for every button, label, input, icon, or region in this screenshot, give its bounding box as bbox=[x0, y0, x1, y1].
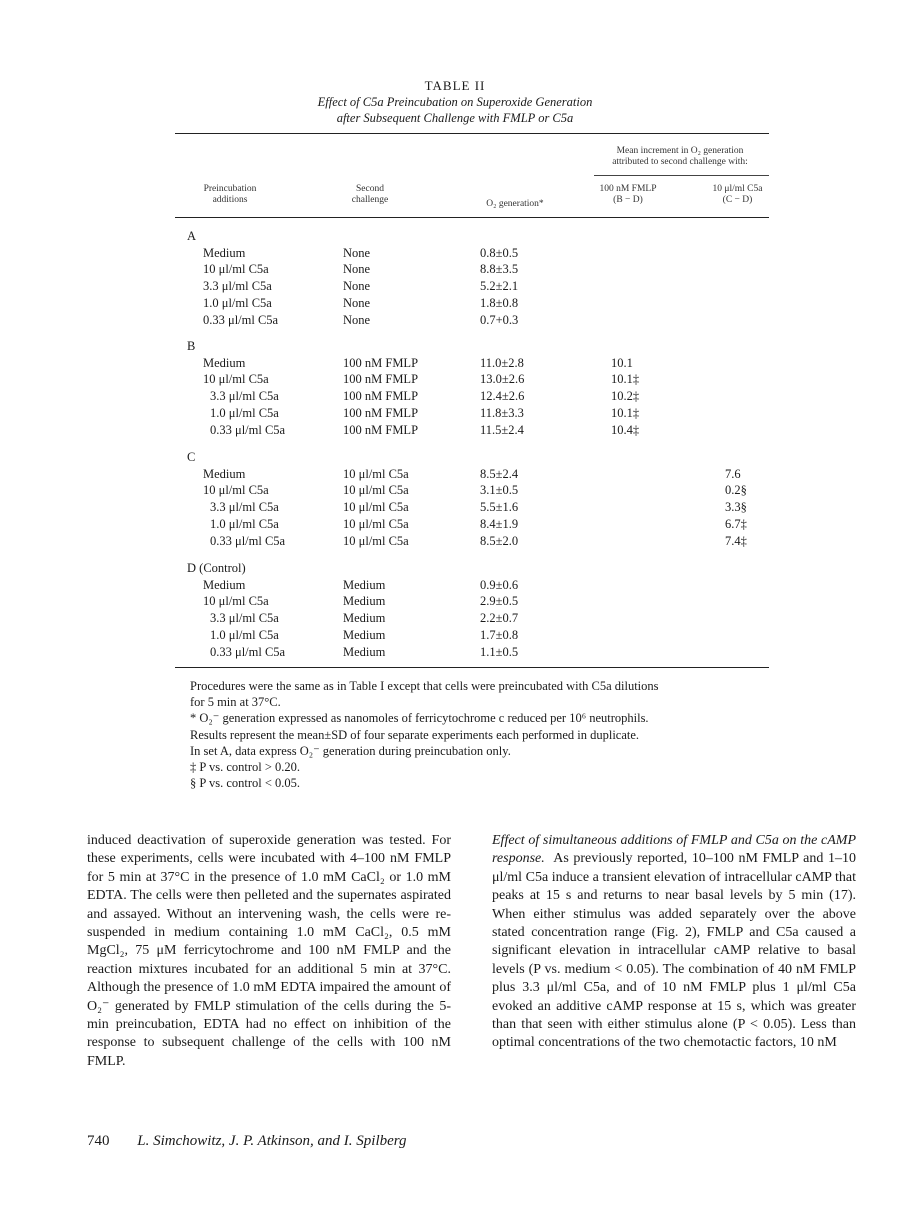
footnote-1: Procedures were the same as in Table I except that cells were preincubated with C5a dilutions bbox=[190, 679, 659, 693]
cell-second-challenge: Medium bbox=[343, 611, 386, 626]
cell-o2-generation: 5.2±2.1 bbox=[480, 279, 519, 294]
table-row bbox=[175, 594, 769, 611]
header-fmlp-l1: 100 nM FMLP bbox=[599, 184, 657, 194]
cell-fmlp-increment: 10.1 bbox=[611, 355, 633, 370]
table-row bbox=[175, 279, 769, 296]
cell-second-challenge: 100 nM FMLP bbox=[343, 422, 419, 437]
table-footnotes bbox=[190, 678, 772, 791]
header-fmlp-l2: (B − D) bbox=[613, 195, 643, 205]
cell-preincubation: 0.33 μl/ml C5a bbox=[203, 312, 279, 327]
header-preincubation bbox=[180, 184, 280, 206]
cell-o2-generation: 0.8±0.5 bbox=[480, 245, 519, 260]
table-row bbox=[175, 423, 769, 440]
cell-second-challenge: 10 μl/ml C5a bbox=[343, 516, 409, 531]
header-second-l1: Second bbox=[356, 184, 384, 194]
cell-second-challenge: None bbox=[343, 279, 371, 294]
set-label: D (Control) bbox=[187, 561, 246, 575]
cell-o2-generation: 3.1±0.5 bbox=[480, 483, 519, 498]
cell-preincubation: 1.0 μl/ml C5a bbox=[210, 516, 279, 531]
header-c5a bbox=[700, 184, 775, 206]
header-c5a-l2: (C − D) bbox=[722, 195, 753, 205]
table-caption bbox=[175, 94, 735, 126]
cell-second-challenge: 100 nM FMLP bbox=[343, 405, 419, 420]
cell-o2-generation: 8.8±3.5 bbox=[480, 262, 519, 277]
cell-second-challenge: 100 nM FMLP bbox=[343, 372, 419, 387]
cell-o2-generation: 12.4±2.6 bbox=[480, 389, 525, 404]
page-number: 740 bbox=[87, 1133, 110, 1149]
table-row bbox=[175, 645, 769, 662]
cell-preincubation: 3.3 μl/ml C5a bbox=[210, 500, 279, 515]
header-o2-generation bbox=[470, 199, 560, 210]
right-paragraph-block bbox=[492, 832, 856, 1053]
header-mean-l1: Mean increment in O₂ generation bbox=[616, 146, 744, 156]
cell-preincubation: 0.33 μl/ml C5a bbox=[210, 422, 286, 437]
table-row bbox=[175, 406, 769, 423]
cell-second-challenge: 100 nM FMLP bbox=[343, 389, 419, 404]
cell-preincubation: 10 μl/ml C5a bbox=[203, 594, 269, 609]
cell-o2-generation: 8.5±2.4 bbox=[480, 466, 519, 481]
cell-preincubation: 3.3 μl/ml C5a bbox=[210, 389, 279, 404]
cell-preincubation: 0.33 μl/ml C5a bbox=[210, 644, 286, 659]
cell-o2-generation: 2.9±0.5 bbox=[480, 594, 519, 609]
table-row bbox=[175, 389, 769, 406]
table-row bbox=[175, 534, 769, 551]
caption-line-2: after Subsequent Challenge with FMLP or C5a bbox=[336, 111, 574, 125]
cell-second-challenge: None bbox=[343, 295, 371, 310]
header-preincubation-l1: Preincubation bbox=[203, 184, 257, 194]
cell-second-challenge: Medium bbox=[343, 627, 386, 642]
cell-o2-generation: 0.7+0.3 bbox=[480, 312, 519, 327]
cell-c5a-increment: 0.2§ bbox=[725, 483, 747, 498]
cell-second-challenge: Medium bbox=[343, 594, 386, 609]
table-row bbox=[175, 296, 769, 313]
footnote-7: § P vs. control < 0.05. bbox=[190, 776, 301, 791]
table-row bbox=[175, 467, 769, 484]
cell-o2-generation: 13.0±2.6 bbox=[480, 372, 525, 387]
footnote-2: for 5 min at 37°C. bbox=[190, 695, 281, 710]
cell-preincubation: 1.0 μl/ml C5a bbox=[203, 295, 272, 310]
set-label: B bbox=[187, 339, 196, 353]
cell-fmlp-increment: 10.1‡ bbox=[611, 372, 640, 387]
cell-preincubation: 1.0 μl/ml C5a bbox=[210, 627, 279, 642]
header-mean-l2: attributed to second challenge with: bbox=[612, 157, 748, 167]
footnote-4: Results represent the mean±SD of four separate experiments each performed in duplicate. bbox=[190, 727, 640, 742]
cell-o2-generation: 1.8±0.8 bbox=[480, 295, 519, 310]
table-row bbox=[175, 483, 769, 500]
cell-second-challenge: 100 nM FMLP bbox=[343, 355, 419, 370]
table-row bbox=[175, 356, 769, 373]
set-label: A bbox=[187, 229, 197, 243]
cell-fmlp-increment: 10.1‡ bbox=[611, 405, 640, 420]
cell-preincubation: Medium bbox=[203, 466, 246, 481]
footnote-3: * O₂⁻ generation expressed as nanomoles of ferricytochrome c reduced per 10⁶ neutrophils. bbox=[190, 711, 649, 726]
cell-o2-generation: 11.5±2.4 bbox=[480, 422, 524, 437]
cell-preincubation: Medium bbox=[203, 355, 246, 370]
cell-fmlp-increment: 10.2‡ bbox=[611, 389, 640, 404]
table-row bbox=[175, 578, 769, 595]
table-row bbox=[175, 372, 769, 389]
header-second-challenge bbox=[330, 184, 410, 206]
header-preincubation-l2: additions bbox=[212, 195, 248, 205]
table-top-rule bbox=[175, 133, 769, 134]
cell-second-challenge: Medium bbox=[343, 644, 386, 659]
set-label-row bbox=[175, 229, 769, 246]
header-mean-increment bbox=[590, 146, 770, 168]
cell-fmlp-increment: 10.4‡ bbox=[611, 422, 640, 437]
footnote-5: In set A, data express O₂⁻ generation during preincubation only. bbox=[190, 743, 511, 758]
set-label-row bbox=[175, 450, 769, 467]
right-paragraph: As previously reported, 10–100 nM FMLP and 1–10 μl/ml C5a induce a transient elevation of intracellular cAMP that peaks at 15 s and returns to near basal levels by 5 min (17). When either stimulus was added separately over the above stated concentration range (Fig. 2), FMLP and C5a caused a significant elevation in intracellular cAMP relative to basal levels (P vs. medium < 0.05). The combination of 40 nM FMLP plus 3.3 μl/ml C5a, and of 10 nM FMLP plus 1 μl/ml C5a evoked an additive cAMP response at 15 s, which was greater than that seen with either stimulus alone (P < 0.05). Less than optimal concentrations of the two chemotactic factors, 10 nM bbox=[492, 851, 856, 1051]
cell-preincubation: 1.0 μl/ml C5a bbox=[210, 405, 279, 420]
header-fmlp bbox=[588, 184, 668, 206]
page-footer bbox=[87, 1133, 407, 1150]
header-subrule bbox=[594, 175, 769, 176]
table-bottom-rule bbox=[175, 667, 769, 668]
cell-c5a-increment: 6.7‡ bbox=[725, 516, 747, 531]
footnote-6: ‡ P vs. control > 0.20. bbox=[190, 760, 301, 775]
cell-second-challenge: None bbox=[343, 245, 371, 260]
table-row bbox=[175, 611, 769, 628]
cell-o2-generation: 11.0±2.8 bbox=[480, 355, 524, 370]
cell-preincubation: 0.33 μl/ml C5a bbox=[210, 533, 286, 548]
cell-o2-generation: 1.1±0.5 bbox=[480, 644, 519, 659]
cell-preincubation: Medium bbox=[203, 577, 246, 592]
cell-o2-generation: 8.5±2.0 bbox=[480, 533, 519, 548]
cell-second-challenge: None bbox=[343, 262, 371, 277]
caption-line-1: Effect of C5a Preincubation on Superoxide Generation bbox=[317, 95, 593, 109]
running-authors: L. Simchowitz, J. P. Atkinson, and I. Spilberg bbox=[137, 1133, 407, 1149]
cell-c5a-increment: 7.6 bbox=[725, 466, 741, 481]
cell-second-challenge: 10 μl/ml C5a bbox=[343, 483, 409, 498]
left-paragraph: induced deactivation of superoxide generation was tested. For these experiments, cells were incubated with 4–100 nM FMLP for 5 min at 37°C in the presence of 1.0 mM CaCl₂ or 1.0 mM EDTA. The cells were then pelleted and the supernates aspirated and assayed. Without an intervening wash, the cells were re-suspended in medium containing 1.0 mM CaCl₂, 0.5 mM MgCl₂, 75 μM ferricytochrome and 100 nM FMLP and the reaction mixtures incubated for an additional 5 min at 37°C. Although the presence of 1.0 mM EDTA impaired the amount of O₂⁻ generated by FMLP stimulation of the cells during the 5-min preincubation, EDTA had no effect on inhibition of the response to subsequent challenge of the cells with 100 nM FMLP. bbox=[87, 833, 451, 1069]
header-o2-label: O₂ generation* bbox=[486, 199, 544, 209]
set-label-row bbox=[175, 339, 769, 356]
table-row bbox=[175, 313, 769, 330]
table-row bbox=[175, 517, 769, 534]
set-label-row bbox=[175, 561, 769, 578]
cell-preincubation: 3.3 μl/ml C5a bbox=[210, 611, 279, 626]
cell-c5a-increment: 7.4‡ bbox=[725, 533, 747, 548]
table-row bbox=[175, 628, 769, 645]
cell-second-challenge: 10 μl/ml C5a bbox=[343, 533, 409, 548]
section-runhead: Effect of simultaneous additions of FMLP and C5a on the cAMP response. bbox=[492, 833, 856, 867]
table-title: TABLE II bbox=[424, 78, 486, 93]
table-row bbox=[175, 500, 769, 517]
set-label: C bbox=[187, 450, 196, 464]
cell-second-challenge: 10 μl/ml C5a bbox=[343, 466, 409, 481]
cell-preincubation: Medium bbox=[203, 245, 246, 260]
table-row bbox=[175, 262, 769, 279]
header-second-l2: challenge bbox=[351, 195, 389, 205]
body-column-right bbox=[492, 832, 856, 1053]
cell-c5a-increment: 3.3§ bbox=[725, 500, 747, 515]
cell-preincubation: 10 μl/ml C5a bbox=[203, 262, 269, 277]
cell-preincubation: 10 μl/ml C5a bbox=[203, 372, 269, 387]
table-row bbox=[175, 246, 769, 263]
cell-second-challenge: 10 μl/ml C5a bbox=[343, 500, 409, 515]
cell-o2-generation: 5.5±1.6 bbox=[480, 500, 519, 515]
cell-o2-generation: 8.4±1.9 bbox=[480, 516, 519, 531]
cell-o2-generation: 11.8±3.3 bbox=[480, 405, 524, 420]
cell-second-challenge: Medium bbox=[343, 577, 386, 592]
table-header-rule bbox=[175, 217, 769, 218]
cell-preincubation: 10 μl/ml C5a bbox=[203, 483, 269, 498]
cell-preincubation: 3.3 μl/ml C5a bbox=[203, 279, 272, 294]
body-column-left bbox=[87, 832, 451, 1071]
cell-o2-generation: 2.2±0.7 bbox=[480, 611, 519, 626]
cell-second-challenge: None bbox=[343, 312, 371, 327]
cell-o2-generation: 1.7±0.8 bbox=[480, 627, 519, 642]
cell-o2-generation: 0.9±0.6 bbox=[480, 577, 519, 592]
header-c5a-l1: 10 μl/ml C5a bbox=[712, 184, 763, 194]
